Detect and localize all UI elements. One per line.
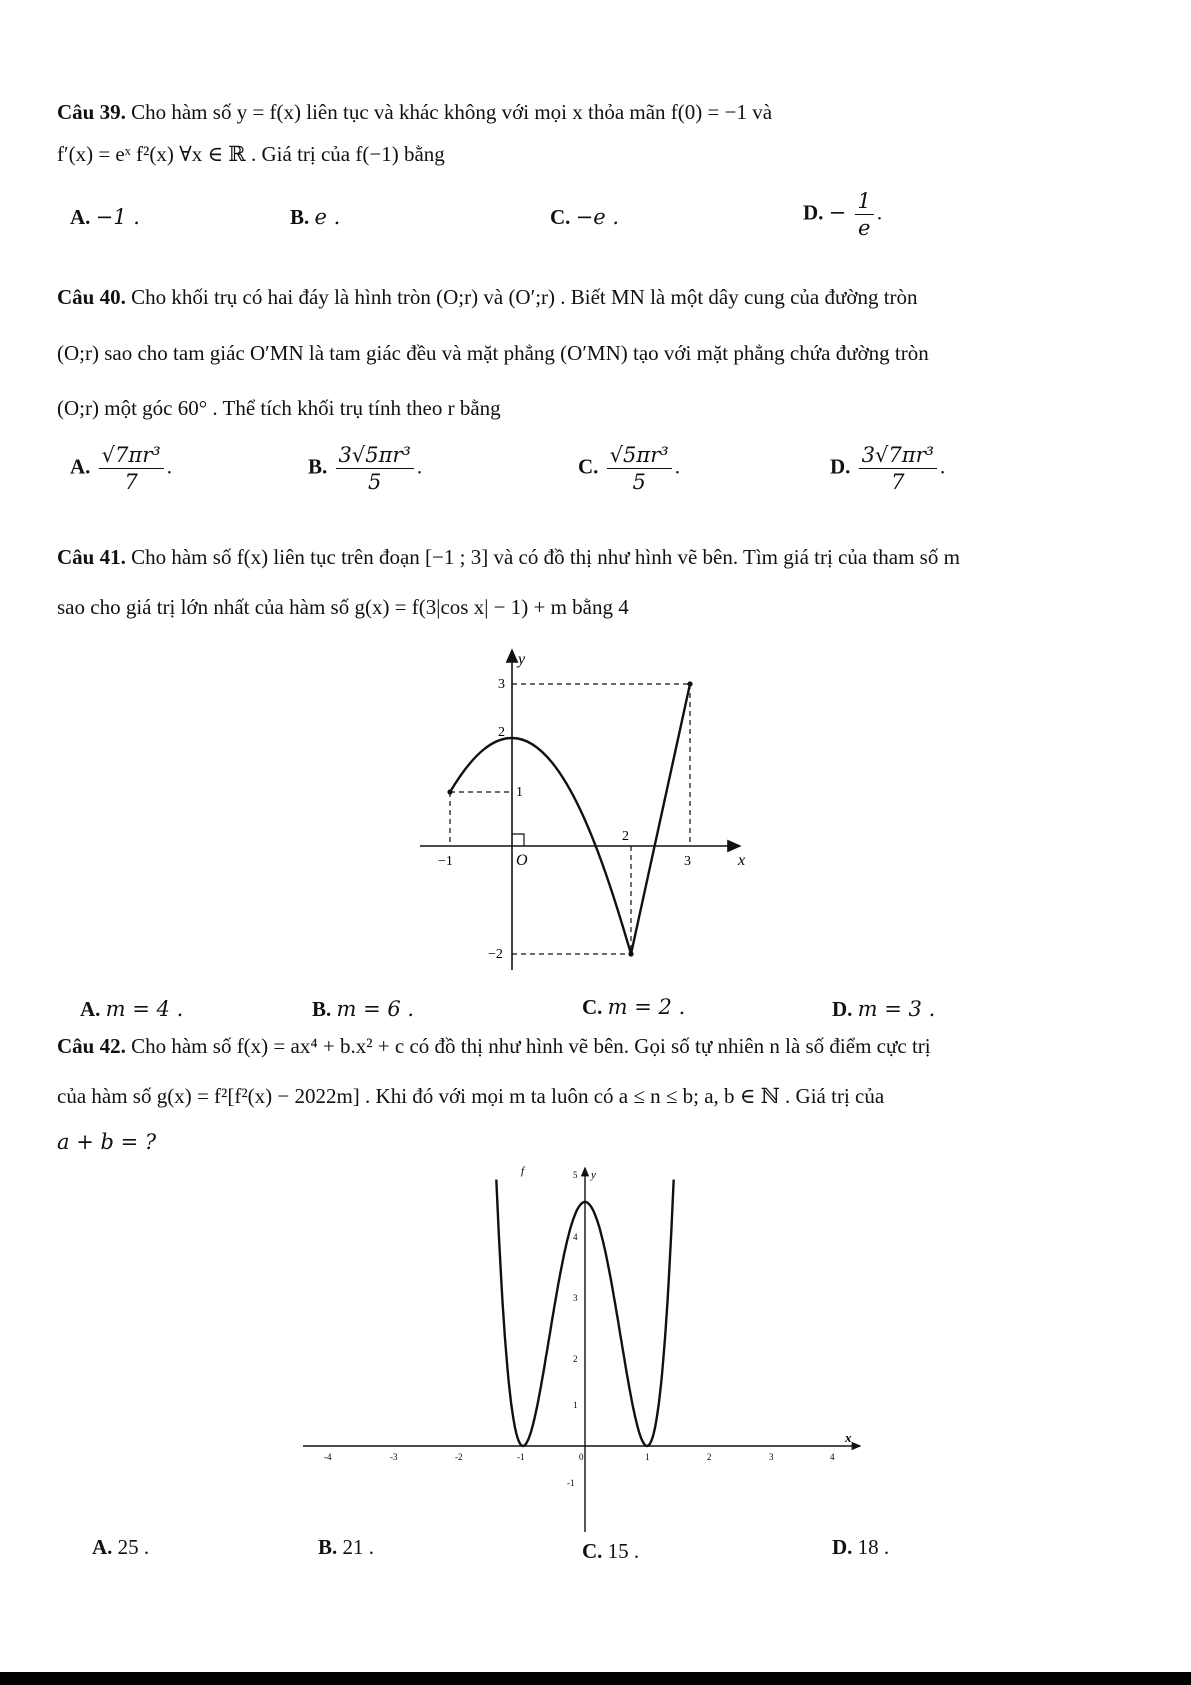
- option-key: D.: [803, 200, 824, 225]
- option-text: 18 .: [857, 1535, 890, 1559]
- question-41-option-c[interactable]: [582, 993, 685, 1021]
- tick-x-3: 3: [769, 1452, 774, 1462]
- fraction-numerator: √5πr³: [607, 442, 672, 469]
- question-42-graph: [295, 1150, 875, 1540]
- option-sign: −: [828, 200, 847, 225]
- tick-y-neg1: -1: [567, 1478, 575, 1488]
- question-39-option-a[interactable]: [70, 203, 140, 231]
- fraction-denominator: e: [858, 216, 871, 240]
- fraction-numerator: 1: [855, 188, 874, 215]
- question-42-option-c[interactable]: [582, 1537, 639, 1565]
- question-41-graph: [400, 640, 780, 980]
- question-40-option-c[interactable]: C. $\frac{\text{√5πr³}}{5}$ .: [578, 443, 680, 494]
- fraction-denominator: 7: [891, 470, 905, 494]
- option-fraction: [859, 442, 937, 495]
- option-fraction: [855, 188, 874, 241]
- question-41-text-1: Cho hàm số f(x) liên tục trên đoạn [−1 ; 3] và có đồ thị như hình vẽ bên. Tìm giá trị của tham số m: [131, 545, 960, 569]
- tick-y-2: 2: [573, 1354, 578, 1364]
- option-key: D.: [832, 997, 853, 1021]
- option-key: C.: [582, 1539, 603, 1563]
- option-fraction: [607, 442, 672, 495]
- question-41-label: Câu 41.: [57, 545, 126, 569]
- tick-x-2: 2: [707, 1452, 712, 1462]
- question-41-option-a[interactable]: [80, 995, 183, 1023]
- question-39-label: Câu 39.: [57, 100, 126, 124]
- tick-x-neg1: −1: [438, 854, 453, 869]
- question-41-option-b[interactable]: [312, 995, 414, 1023]
- question-40-line-1: [57, 283, 918, 311]
- question-39-option-c[interactable]: [550, 203, 619, 231]
- question-39-line-1: [57, 98, 772, 126]
- option-fraction: [336, 442, 414, 495]
- option-text: −1 .: [95, 205, 140, 229]
- tick-x-0: 0: [579, 1452, 584, 1462]
- question-41-line-2: sao cho giá trị lớn nhất của hàm số g(x) = f(3|cos x| − 1) + m bằng 4: [57, 595, 629, 619]
- question-42-text-1: Cho hàm số f(x) = ax⁴ + b.x² + c có đồ thị như hình vẽ bên. Gọi số tự nhiên n là số điểm cực trị: [131, 1034, 931, 1058]
- x-ticks: [324, 1452, 835, 1462]
- question-40-option-d[interactable]: D. $\frac{\text{3√7πr³}}{7}$ .: [830, 443, 946, 494]
- fraction-numerator: √7πr³: [99, 442, 164, 469]
- option-fraction: [99, 442, 164, 495]
- origin-right-angle-mark: [512, 834, 524, 846]
- fraction-denominator: 7: [124, 470, 138, 494]
- function-f-curve: [450, 684, 690, 954]
- fraction-numerator: 3√5πr³: [336, 442, 414, 469]
- option-key: A.: [92, 1535, 113, 1559]
- option-key: B.: [290, 205, 310, 229]
- option-text: 25 .: [117, 1535, 150, 1559]
- origin-label: O: [516, 852, 528, 869]
- tick-x-neg1: -1: [517, 1452, 525, 1462]
- point-minimum: [628, 951, 633, 956]
- point-left-endpoint: [447, 789, 452, 794]
- tick-x-neg2: -2: [455, 1452, 463, 1462]
- tick-y-2: 2: [498, 725, 505, 740]
- option-key: D.: [832, 1535, 853, 1559]
- question-42-option-a[interactable]: [92, 1533, 149, 1561]
- option-text: e .: [314, 205, 341, 229]
- option-key: C.: [582, 995, 603, 1019]
- tick-x-1: 1: [645, 1452, 650, 1462]
- option-text: 15 .: [607, 1539, 640, 1563]
- y-axis-label: y: [518, 651, 526, 668]
- tick-x-2: 2: [622, 829, 629, 844]
- tick-x-neg3: -3: [390, 1452, 398, 1462]
- question-39-option-b[interactable]: [290, 203, 340, 231]
- tick-x-4: 4: [830, 1452, 835, 1462]
- option-key: A.: [70, 205, 91, 229]
- page-bottom-border: [0, 1672, 1191, 1685]
- question-40-text-1: Cho khối trụ có hai đáy là hình tròn (O;r) và (O′;r) . Biết MN là một dây cung của đường tròn: [131, 285, 918, 309]
- question-42-option-d[interactable]: [832, 1533, 889, 1561]
- x-axis-label: x: [845, 1430, 852, 1445]
- option-key: B.: [312, 997, 332, 1021]
- option-text: m = 4 .: [105, 997, 184, 1021]
- option-text: 21 .: [342, 1535, 375, 1559]
- question-39-line-2: f′(x) = eˣ f²(x) ∀x ∈ ℝ . Giá trị của f(−1) bằng: [57, 142, 445, 166]
- option-text: −e .: [575, 205, 620, 229]
- tick-y-1: 1: [573, 1400, 578, 1410]
- fraction-numerator: 3√7πr³: [859, 442, 937, 469]
- tick-y-4: 4: [573, 1232, 578, 1242]
- question-40-label: Câu 40.: [57, 285, 126, 309]
- graph-guide-lines: [450, 684, 690, 954]
- option-key: A.: [80, 997, 101, 1021]
- point-right-endpoint: [687, 681, 692, 686]
- option-suffix: .: [876, 200, 883, 225]
- question-41-line-1: [57, 543, 960, 571]
- question-40-line-2: (O;r) sao cho tam giác O′MN là tam giác đều và mặt phẳng (O′MN) tạo với mặt phẳng chứa đường tròn: [57, 341, 929, 365]
- question-42-line-1: [57, 1032, 931, 1060]
- question-40-option-b[interactable]: B. $\frac{\text{3√5πr³}}{5}$ .: [308, 443, 423, 494]
- fraction-denominator: 5: [368, 470, 382, 494]
- question-42-line-3: a + b = ?: [57, 1130, 157, 1154]
- curve-label: f: [521, 1165, 525, 1177]
- option-text: m = 3 .: [857, 997, 936, 1021]
- tick-y-neg2: −2: [488, 947, 503, 962]
- question-40-line-3: (O;r) một góc 60° . Thể tích khối trụ tính theo r bằng: [57, 396, 501, 420]
- option-key: D.: [830, 454, 851, 479]
- tick-x-neg4: -4: [324, 1452, 332, 1462]
- question-41-option-d[interactable]: [832, 995, 935, 1023]
- option-key: C.: [578, 454, 599, 479]
- option-key: C.: [550, 205, 571, 229]
- tick-y-3: 3: [573, 1293, 578, 1303]
- question-39-text-1: Cho hàm số y = f(x) liên tục và khác không với mọi x thỏa mãn f(0) = −1 và: [131, 100, 773, 124]
- tick-y-3: 3: [498, 677, 505, 692]
- option-text: m = 2 .: [607, 995, 686, 1019]
- tick-x-3: 3: [684, 854, 691, 869]
- option-text: m = 6 .: [336, 997, 415, 1021]
- option-key: A.: [70, 454, 91, 479]
- question-42-option-b[interactable]: [318, 1533, 374, 1561]
- question-42-label: Câu 42.: [57, 1034, 126, 1058]
- option-key: B.: [308, 454, 328, 479]
- x-axis-label: x: [738, 852, 746, 869]
- question-42-line-2: của hàm số g(x) = f²[f²(x) − 2022m] . Khi đó với mọi m ta luôn có a ≤ n ≤ b; a, b ∈ ℕ . Giá trị của: [57, 1084, 885, 1108]
- tick-y-1: 1: [516, 785, 523, 800]
- fraction-denominator: 5: [632, 470, 646, 494]
- question-39-option-d[interactable]: [803, 188, 882, 241]
- y-ticks: [567, 1170, 578, 1488]
- tick-y-5: 5: [573, 1170, 578, 1180]
- option-key: B.: [318, 1535, 338, 1559]
- y-axis-label: y: [591, 1169, 596, 1181]
- question-40-option-a[interactable]: A. $\frac{\text{√7πr³}}{7}$ .: [70, 443, 172, 494]
